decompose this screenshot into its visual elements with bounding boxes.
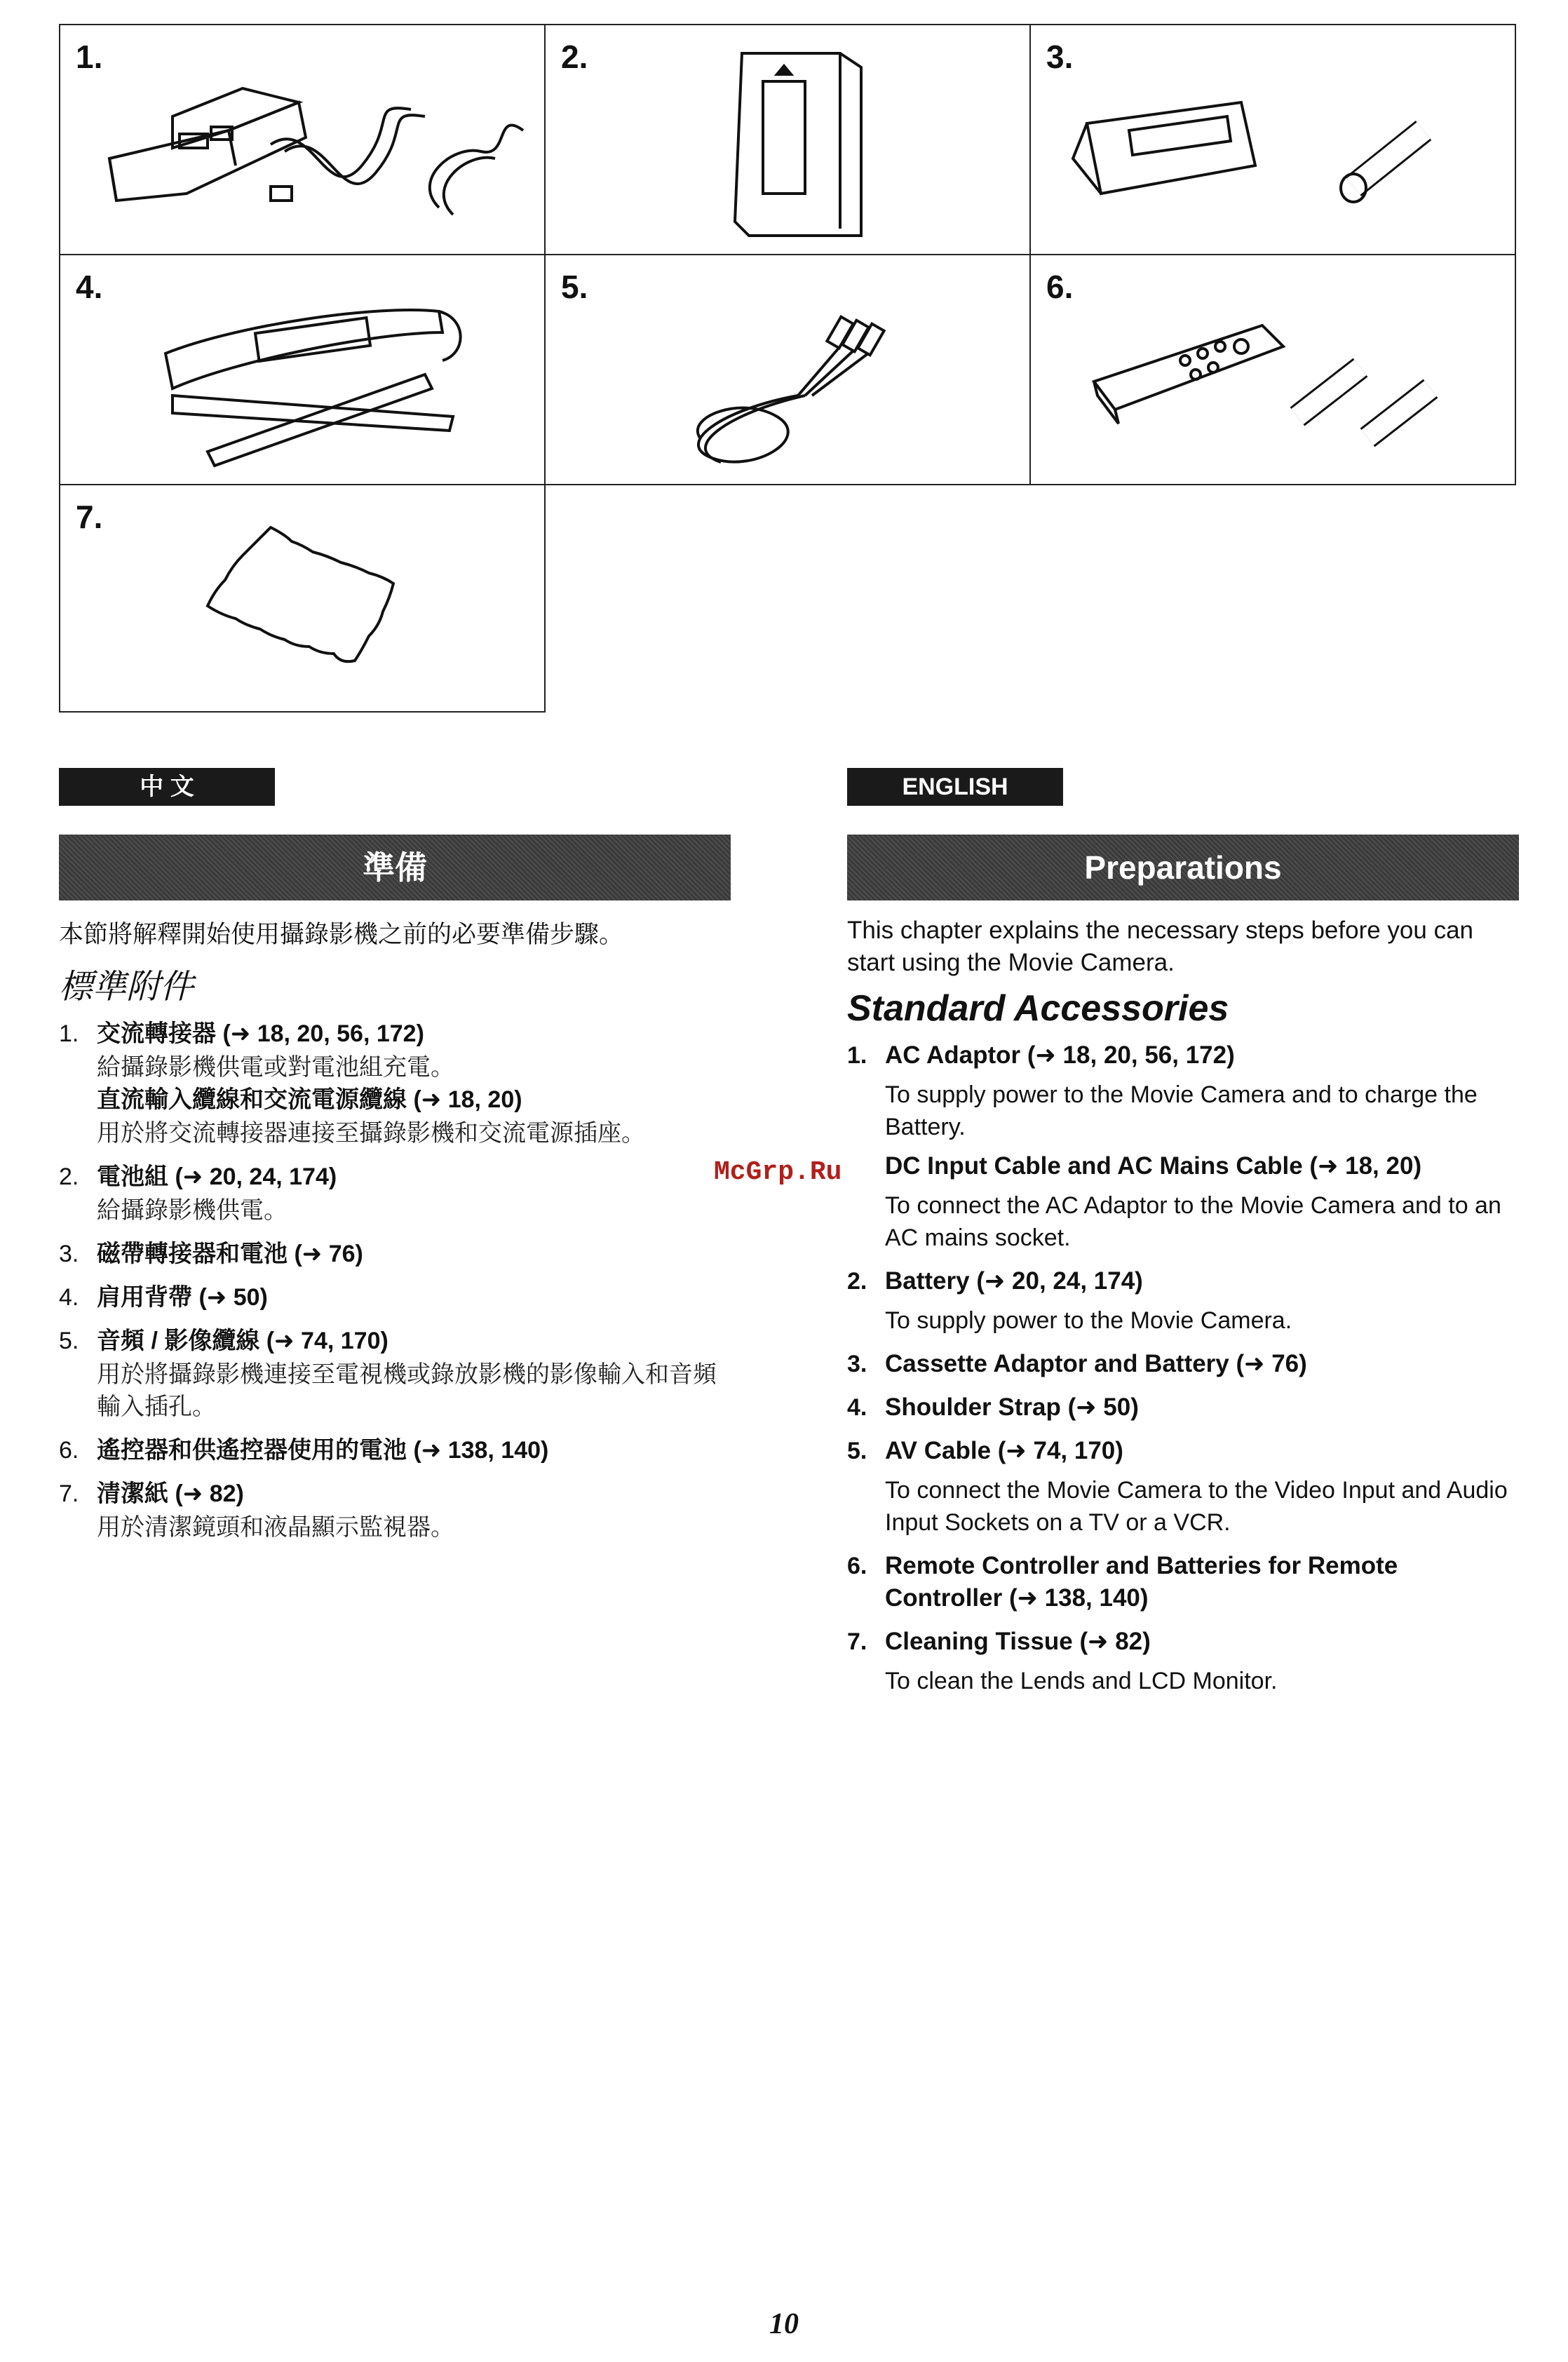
item-desc: To connect the Movie Camera to the Video Input and Audio Input Sockets on a TV or a VCR. [885,1477,1508,1536]
item-number: 1. [59,1020,79,1047]
item-desc: 用於清潔鏡頭和液晶顯示監視器。 [97,1514,454,1541]
chinese-content [59,919,731,1555]
figure-label: 5. [561,269,588,305]
item-title: 遙控器和供遙控器使用的電池 (➜ 138, 140) [97,1437,549,1464]
item-number: 2. [59,1163,79,1190]
item-number: 7. [847,1628,867,1655]
english-content [847,915,1519,1708]
figure-cell-1 [59,24,546,255]
item-title: Cassette Adaptor and Battery (➜ 76) [885,1350,1307,1377]
chinese-section-title: 準備 [59,835,731,900]
figure-cell-5 [544,254,1031,485]
figure-label: 4. [76,269,103,305]
item-subtitle: 直流輸入纜線和交流電源纜線 (➜ 18, 20) [97,1086,522,1113]
chinese-item-2 [59,1161,731,1227]
item-title: Cleaning Tissue (➜ 82) [885,1628,1151,1655]
item-title: 電池組 (➜ 20, 24, 174) [97,1163,337,1190]
item-number: 4. [847,1394,867,1421]
item-desc: To supply power to the Movie Camera and to charge the Battery. [885,1081,1478,1140]
item-subdesc: 用於將交流轉接器連接至攝錄影機和交流電源插座。 [97,1120,645,1147]
figure-cell-4 [59,254,546,485]
item-number: 3. [847,1351,867,1377]
item-title: Shoulder Strap (➜ 50) [885,1393,1139,1421]
item-desc: 用於將攝錄影機連接至電視機或錄放影機的影像輸入和音頻輸入插孔。 [97,1361,717,1420]
item-title: Battery (➜ 20, 24, 174) [885,1267,1143,1295]
shoulder-strap-icon [60,255,544,484]
accessories-figure [59,24,1516,713]
battery-pack-icon [546,25,1029,254]
cassette-adaptor-and-battery-icon [1031,25,1515,254]
figure-cell-7 [59,484,546,713]
item-number: 6. [847,1553,867,1579]
item-title: AC Adaptor (➜ 18, 20, 56, 172) [885,1041,1235,1069]
english-language-tab: ENGLISH [847,768,1063,806]
figure-label: 1. [76,39,103,75]
item-title: 交流轉接器 (➜ 18, 20, 56, 172) [97,1020,424,1047]
chinese-item-3 [59,1238,731,1270]
english-item-1 [847,1039,1519,1254]
item-title: 肩用背帶 (➜ 50) [97,1284,268,1311]
cleaning-tissue-icon [60,485,544,711]
ac-adaptor-with-cables-icon [60,25,544,254]
item-desc: To clean the Lends and LCD Monitor. [885,1668,1278,1694]
watermark: McGrp.Ru [714,1157,842,1187]
av-cable-icon [546,255,1029,484]
english-item-6 [847,1550,1519,1614]
figure-cell-6 [1029,254,1516,485]
item-number: 5. [847,1438,867,1464]
english-item-4 [847,1391,1519,1424]
english-subheading: Standard Accessories [847,988,1229,1029]
item-number: 1. [847,1042,867,1069]
chinese-intro: 本節將解釋開始使用攝錄影機之前的必要準備步驟。 [59,921,624,948]
chinese-item-4 [59,1281,731,1314]
item-desc: 給攝錄影機供電。 [97,1197,288,1224]
item-number: 5. [59,1328,79,1354]
item-number: 6. [59,1437,79,1464]
item-title: Remote Controller and Batteries for Remote Controller (➜ 138, 140) [885,1552,1398,1612]
english-item-3 [847,1348,1519,1380]
item-title: 磁帶轉接器和電池 (➜ 76) [97,1241,363,1267]
remote-controller-and-batteries-icon [1031,255,1515,484]
item-subdesc: To connect the AC Adaptor to the Movie Camera and to an AC mains socket. [885,1192,1501,1251]
figure-label: 3. [1046,39,1074,75]
item-number: 7. [59,1480,79,1507]
chinese-item-7 [59,1478,731,1544]
english-item-5 [847,1435,1519,1539]
page-number: 10 [769,2308,799,2340]
chinese-item-6 [59,1434,731,1466]
english-item-2 [847,1265,1519,1337]
item-title: 音頻 / 影像纜線 (➜ 74, 170) [97,1328,388,1354]
item-number: 2. [847,1268,867,1295]
english-intro: This chapter explains the necessary steps before you can start using the Movie Camera. [847,917,1473,976]
item-desc: 給攝錄影機供電或對電池組充電。 [97,1054,454,1081]
item-title: 清潔紙 (➜ 82) [97,1480,244,1507]
english-section-title: Preparations [847,835,1519,900]
chinese-subheading: 標準附件 [59,969,194,1006]
figure-label: 6. [1046,269,1074,305]
item-number: 4. [59,1284,79,1311]
chinese-item-1 [59,1018,731,1149]
chinese-language-tab: 中 文 [59,768,275,806]
figure-label: 7. [76,499,103,535]
item-desc: To supply power to the Movie Camera. [885,1307,1292,1334]
item-subtitle: DC Input Cable and AC Mains Cable (➜ 18, 20) [885,1152,1422,1180]
item-number: 3. [59,1241,79,1267]
chinese-item-5 [59,1325,731,1423]
figure-cell-3 [1029,24,1516,255]
figure-cell-2 [544,24,1031,255]
figure-label: 2. [561,39,588,75]
item-title: AV Cable (➜ 74, 170) [885,1437,1123,1464]
english-item-7 [847,1626,1519,1697]
